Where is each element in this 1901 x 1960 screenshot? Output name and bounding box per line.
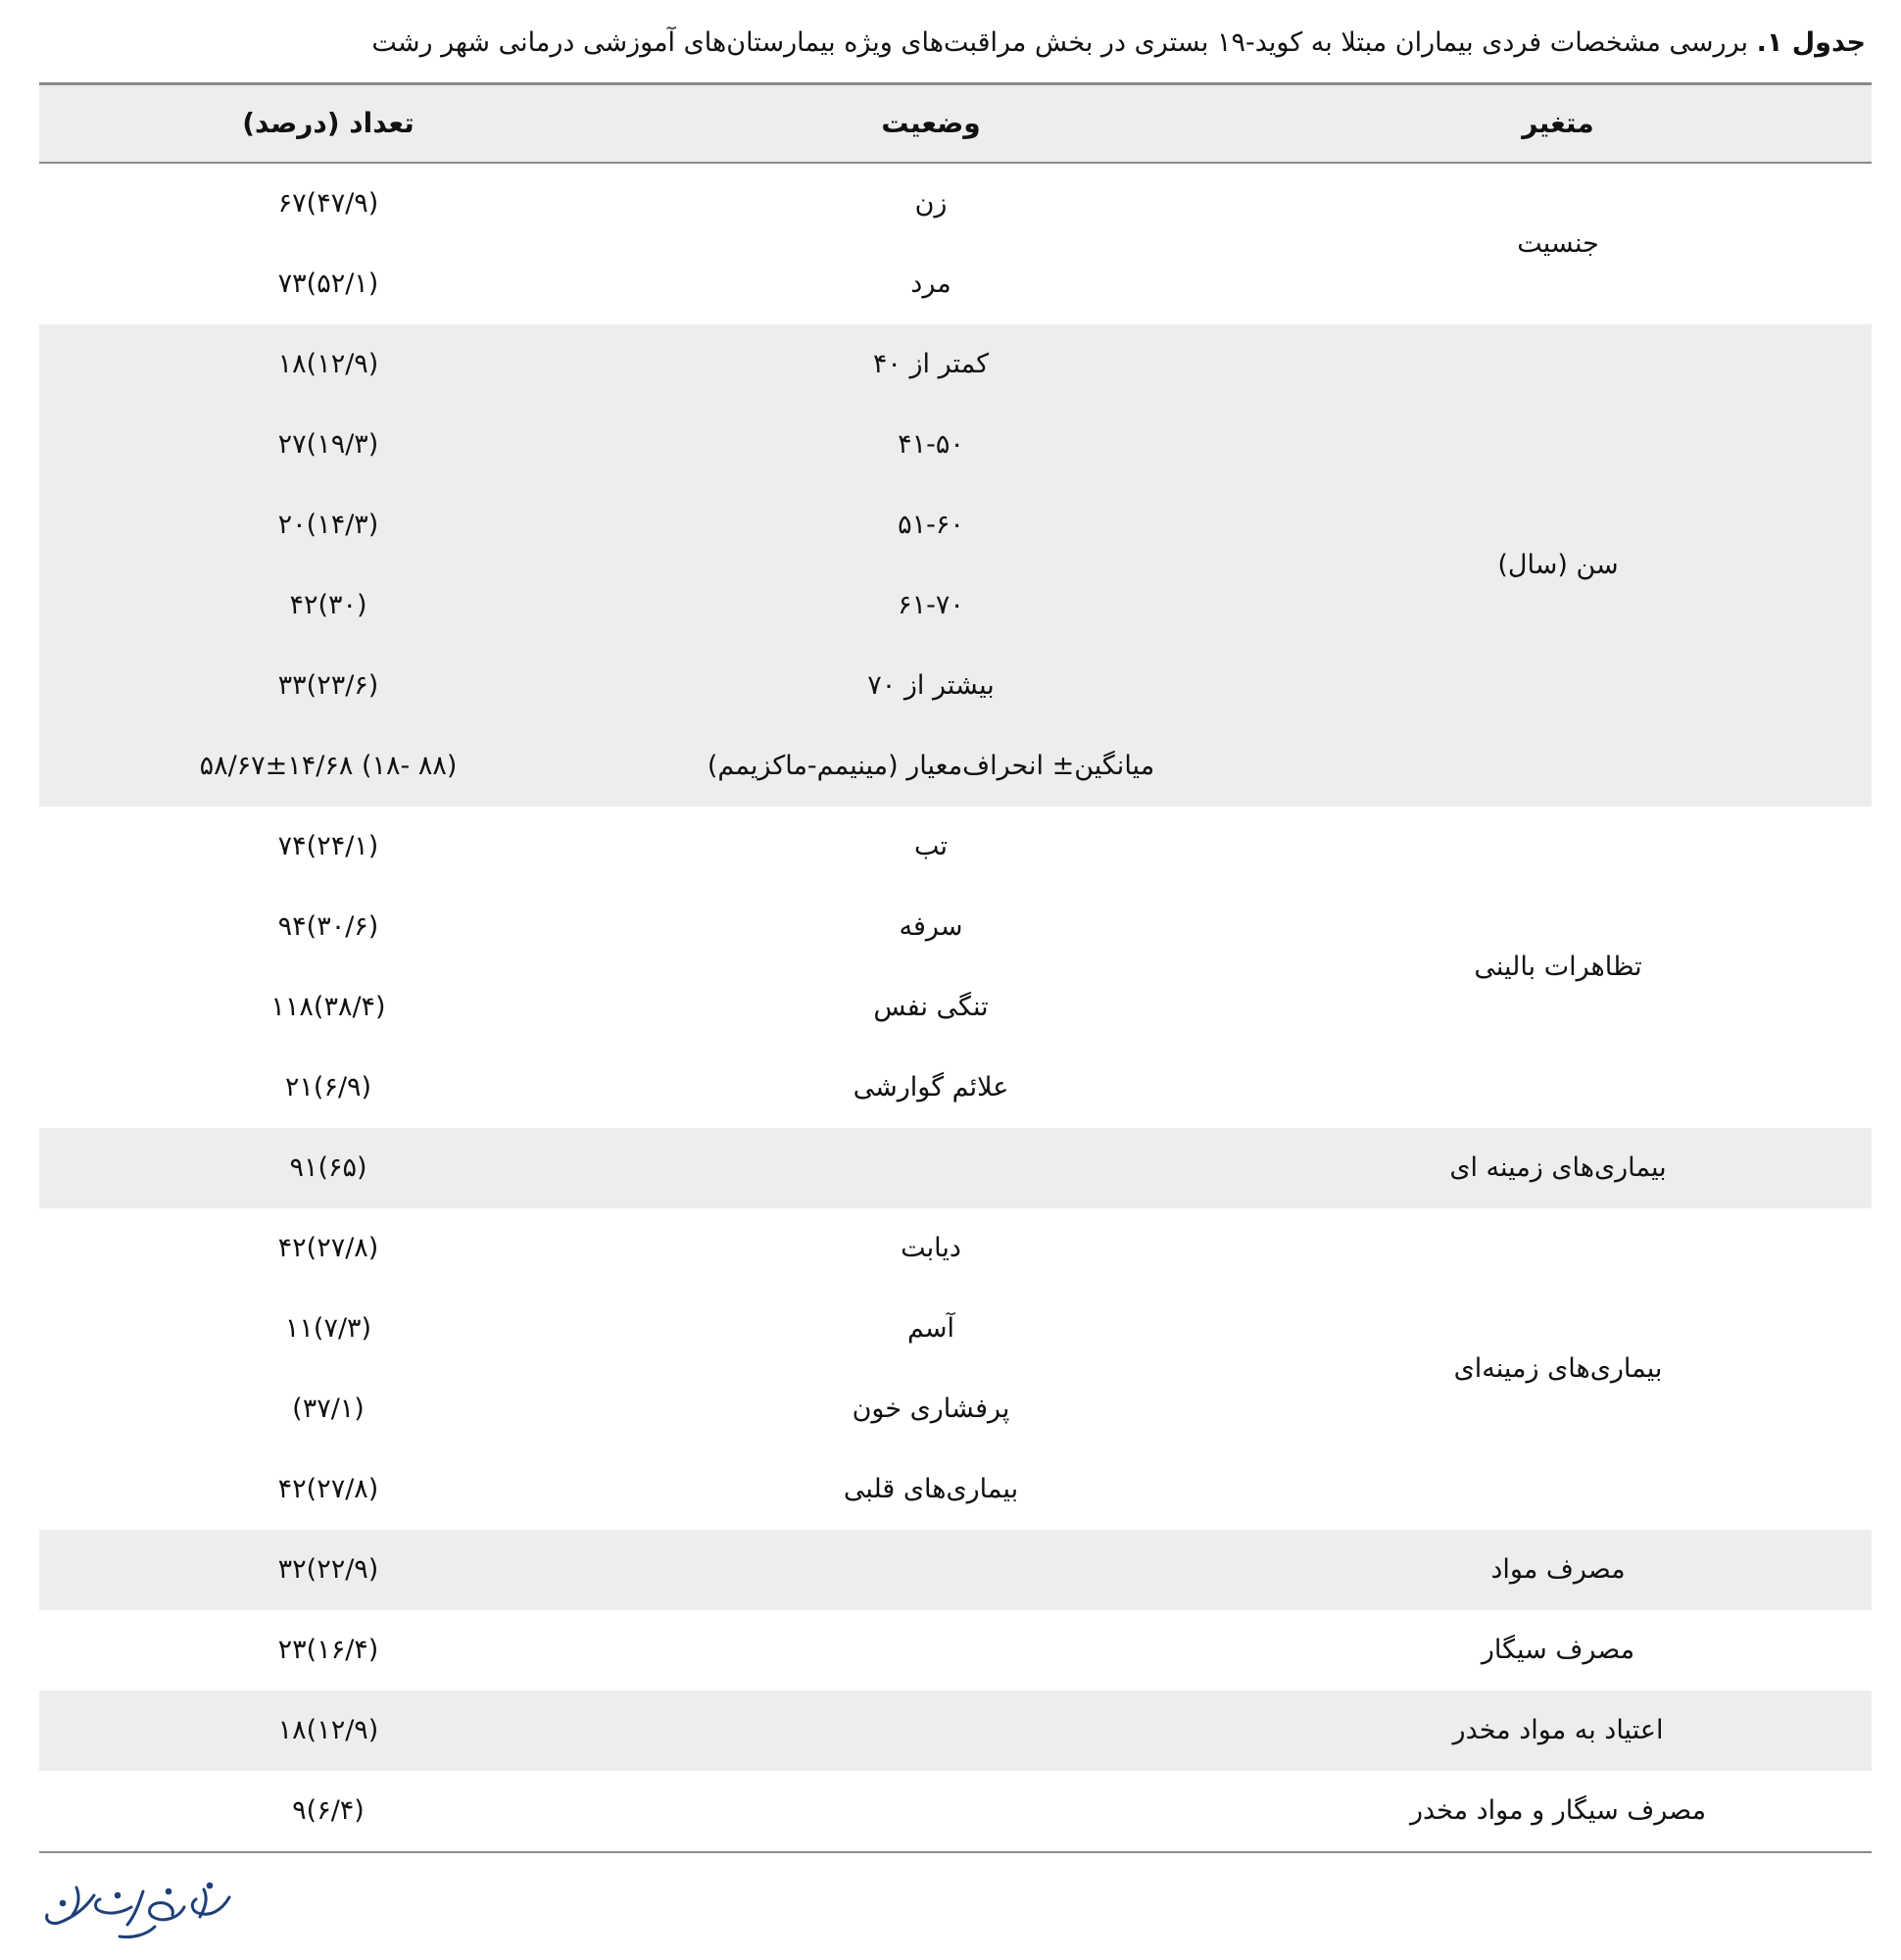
count-cell: ۷۳(۵۲/۱) [277, 269, 379, 299]
table-header-row [39, 84, 1872, 163]
table-row [39, 324, 1872, 405]
header-status: وضعیت [617, 84, 1244, 163]
count-cell: ۲۷(۱۹/۳) [39, 405, 617, 485]
header-count: تعداد (درصد) [39, 84, 617, 163]
patient-characteristics-table [39, 82, 1872, 1853]
count-cell: ۶۷(۴۷/۹) [277, 188, 379, 219]
status-cell: پرفشاری خون [852, 1394, 1010, 1424]
table-row [39, 1128, 1872, 1208]
status-cell [617, 1771, 1244, 1852]
variable-clinical: تظاهرات بالینی [1474, 952, 1642, 982]
count-cell: ۲۰(۱۴/۳) [39, 485, 617, 565]
status-cell [617, 1690, 1244, 1771]
count-cell: ۳۳(۲۳/۶) [39, 646, 617, 726]
status-cell: ۴۱-۵۰ [617, 405, 1244, 485]
table-row [39, 1530, 1872, 1610]
table-row [39, 807, 1872, 887]
count-cell: ۴۲(۳۰) [39, 565, 617, 646]
status-cell [617, 1610, 1244, 1690]
status-cell [617, 1128, 1244, 1208]
status-cell: بیشتر از ۷۰ [617, 646, 1244, 726]
status-cell: سرفه [899, 911, 963, 942]
status-cell: تب [913, 831, 949, 861]
variable-smoking-and-drugs: مصرف سیگار و مواد مخدر [1244, 1771, 1872, 1852]
status-cell: دیابت [901, 1233, 961, 1263]
count-cell: ۷۴(۲۴/۱) [277, 831, 379, 861]
status-cell: تنگی نفس [873, 992, 989, 1022]
status-cell: زن [914, 188, 948, 219]
caption-text: بررسی مشخصات فردی بیماران مبتلا به کوید-۱۹ بستری در بخش مراقبت‌های ویژه بیمارستان‌های آموزشی درمانی شهر رشت [371, 27, 1748, 58]
variable-underlying: بیماری‌های زمینه‌ای [1453, 1353, 1663, 1384]
table-row [39, 163, 1872, 244]
count-cell: ۱۸(۱۲/۹) [39, 324, 617, 405]
count-cell: ۲۱(۶/۹) [284, 1072, 372, 1102]
journal-logo [37, 1868, 243, 1946]
count-cell: ۹(۶/۴) [39, 1771, 617, 1852]
status-cell: ۵۱-۶۰ [617, 485, 1244, 565]
count-cell: ۱۸(۱۲/۹) [39, 1690, 617, 1771]
variable-addiction: اعتیاد به مواد مخدر [1244, 1690, 1872, 1771]
header-variable: متغیر [1244, 84, 1872, 163]
status-cell: علائم گوارشی [853, 1072, 1009, 1102]
count-cell: ۹۱(۶۵) [39, 1128, 617, 1208]
status-cell: ۶۱-۷۰ [617, 565, 1244, 646]
variable-substance-use: مصرف مواد [1244, 1530, 1872, 1610]
variable-gender: جنسیت [1517, 228, 1599, 259]
table-caption [33, 22, 1866, 65]
count-cell: ۱۱(۷/۳) [284, 1313, 372, 1344]
table-row [39, 1771, 1872, 1852]
count-cell: ۴۲(۲۷/۸) [277, 1233, 379, 1263]
count-cell: ۵۸/۶۷±۱۴/۶۸ (۱۸- ۸۸) [39, 726, 617, 807]
status-cell: کمتر از ۴۰ [617, 324, 1244, 405]
count-cell: (۳۷/۱) [292, 1394, 365, 1424]
variable-underlying-total: بیماری‌های زمینه ای [1244, 1128, 1872, 1208]
count-cell: ۹۴(۳۰/۶) [277, 911, 379, 942]
status-cell: مرد [910, 269, 951, 299]
count-cell: ۲۳(۱۶/۴) [277, 1635, 379, 1665]
status-cell: آسم [906, 1313, 955, 1344]
status-cell: بیماری‌های قلبی [843, 1474, 1019, 1504]
table-row [39, 1690, 1872, 1771]
journal-logo-icon [37, 1868, 243, 1946]
status-cell: میانگین± انحراف‌معیار (مینیمم-ماکزیمم) [617, 726, 1244, 807]
count-cell: ۱۱۸(۳۸/۴) [270, 992, 386, 1022]
variable-age: سن (سال) [1244, 324, 1872, 807]
status-cell [617, 1530, 1244, 1610]
count-cell: ۴۲(۲۷/۸) [277, 1474, 379, 1504]
table-row [39, 1610, 1872, 1690]
caption-label: جدول ۱. [1756, 27, 1866, 58]
table-row [39, 1208, 1872, 1289]
variable-smoking: مصرف سیگار [1481, 1635, 1635, 1665]
count-cell: ۳۲(۲۲/۹) [39, 1530, 617, 1610]
